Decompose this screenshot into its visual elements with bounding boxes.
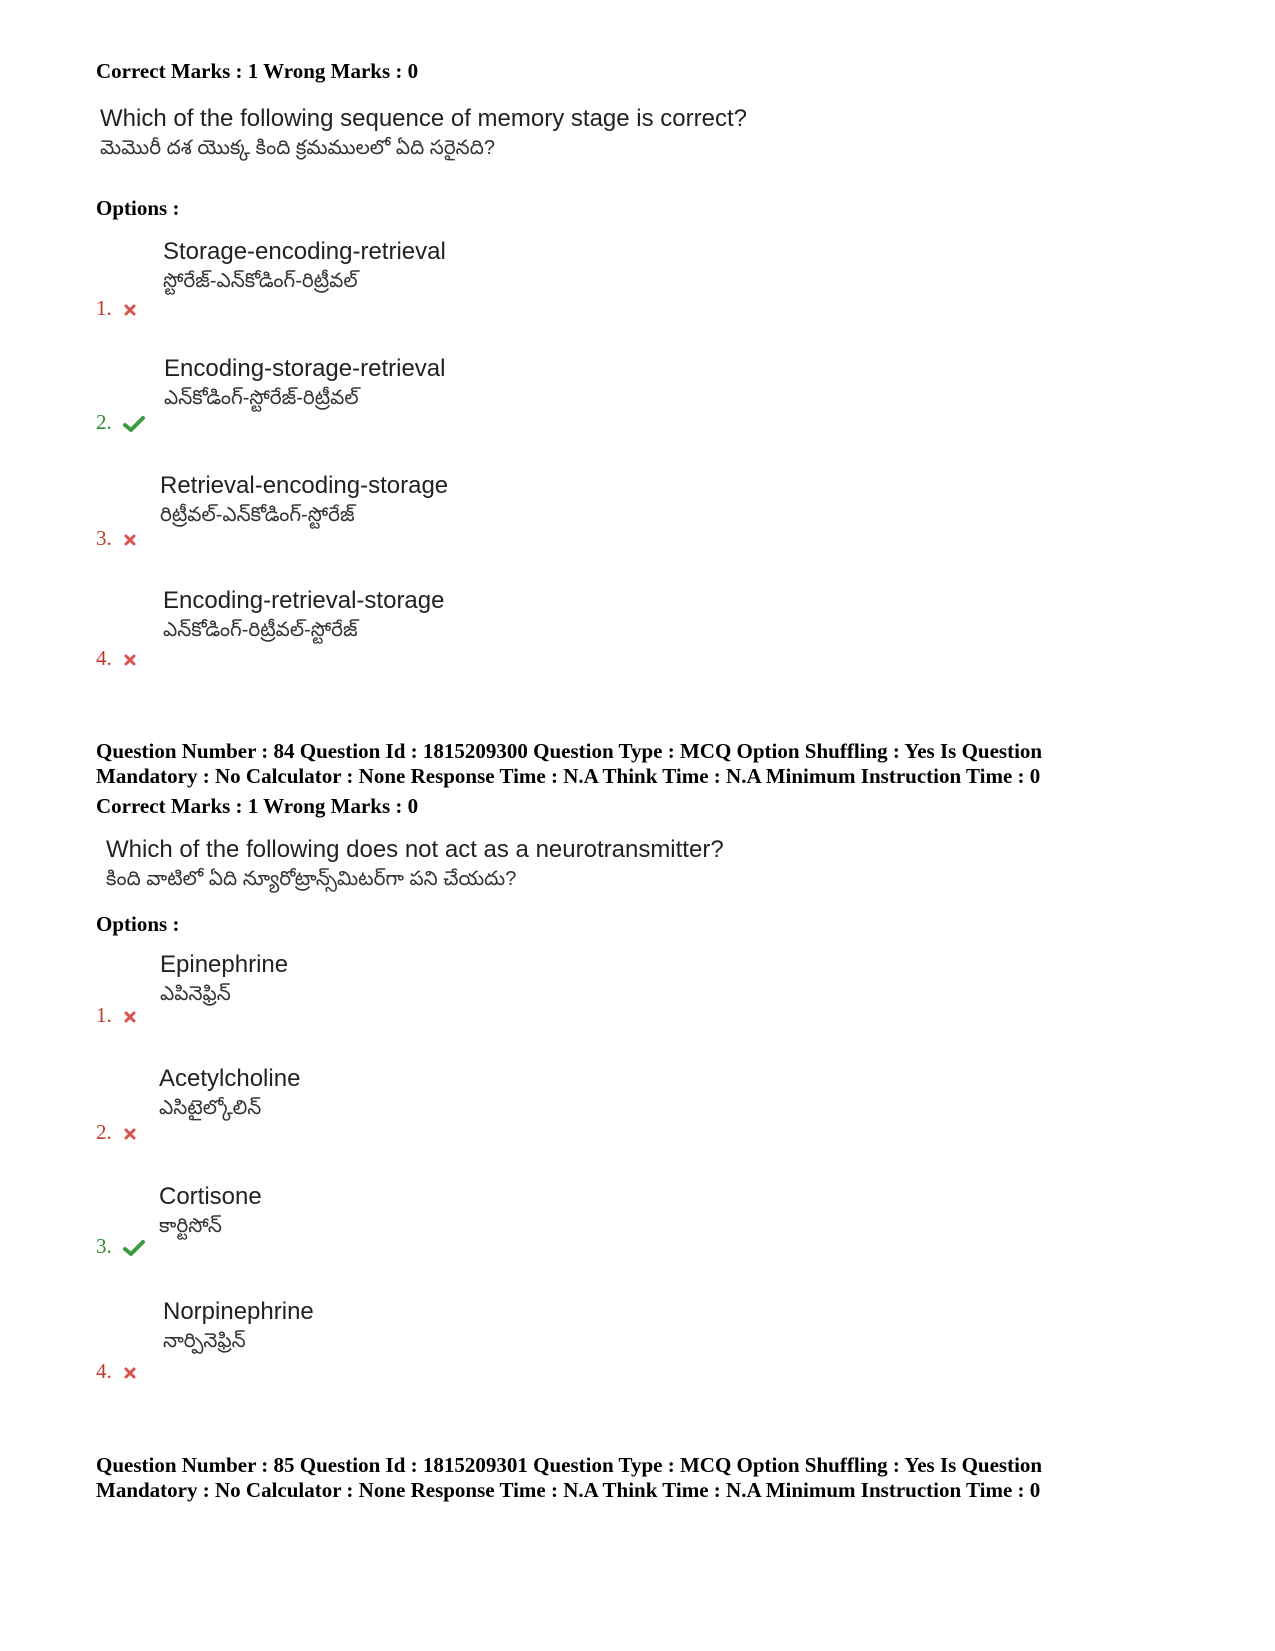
option-text-en: Retrieval-encoding-storage <box>160 472 449 499</box>
option-text-en: Cortisone <box>159 1183 262 1210</box>
option-text-te: ఎన్‌కోడింగ్-స్టోరేజ్-రిట్రీవల్ <box>164 387 359 409</box>
option-number: 3. <box>96 526 137 550</box>
question-header-line1: Question Number : 85 Question Id : 1815209301 Question Type : MCQ Option Shuffling : Yes Is Question <box>96 1453 1043 1477</box>
option-number: 2. <box>96 1120 137 1144</box>
option-number: 4. <box>96 1359 137 1383</box>
option-2 <box>164 354 445 412</box>
option-text-en: Encoding-storage-retrieval <box>164 355 446 382</box>
option-text-te: ఎసిటైల్కోలిన్ <box>159 1097 262 1119</box>
question-text-te: కింది వాటిలో ఏది న్యూరోట్రాన్స్‌మిటర్‌గా పని చేయదు? <box>106 868 517 890</box>
option-text-te: కార్టిసోన్ <box>159 1215 222 1237</box>
option-1 <box>160 950 288 1008</box>
marks-line: Correct Marks : 1 Wrong Marks : 0 <box>96 794 419 818</box>
question-stem <box>106 835 724 893</box>
options-label: Options : <box>96 912 180 936</box>
check-icon <box>123 1239 145 1257</box>
option-text-te: ఎన్‌కోడింగ్-రిట్రీవల్-స్టోరేజ్ <box>163 619 358 641</box>
options-label: Options : <box>96 196 180 220</box>
question-text-en: Which of the following sequence of memory stage is correct? <box>100 105 747 132</box>
cross-icon <box>123 533 137 547</box>
cross-icon <box>123 1127 137 1141</box>
cross-icon <box>123 1366 137 1380</box>
option-text-en: Acetylcholine <box>159 1065 301 1092</box>
option-number: 2. <box>96 410 145 434</box>
option-3 <box>160 471 448 529</box>
option-text-te: నార్పినెఫ్రిన్ <box>163 1330 246 1352</box>
option-2 <box>159 1064 300 1122</box>
option-1 <box>163 237 446 295</box>
check-icon <box>123 415 145 433</box>
question-header-line2: Mandatory : No Calculator : None Response Time : N.A Think Time : N.A Minimum Instruction Time : 0 <box>96 1478 1041 1502</box>
option-number: 1. <box>96 296 137 320</box>
option-number: 4. <box>96 646 137 670</box>
option-number: 3. <box>96 1234 145 1258</box>
option-4 <box>163 1297 314 1355</box>
option-number: 1. <box>96 1003 137 1027</box>
question-text-en: Which of the following does not act as a neurotransmitter? <box>106 836 724 863</box>
marks-line: Correct Marks : 1 Wrong Marks : 0 <box>96 59 419 83</box>
question-text-te: మెమొరీ దశ యొక్క కింది క్రమములలో ఏది సరైనది? <box>100 137 495 159</box>
option-text-en: Epinephrine <box>160 951 289 978</box>
option-3 <box>159 1182 262 1240</box>
option-text-en: Encoding-retrieval-storage <box>163 587 445 614</box>
question-stem <box>100 104 747 162</box>
cross-icon <box>123 303 137 317</box>
option-4 <box>163 586 444 644</box>
cross-icon <box>123 653 137 667</box>
option-text-en: Norpinephrine <box>163 1298 314 1325</box>
option-text-te: ఎపినెఫ్రిన్ <box>160 983 231 1005</box>
option-text-te: రిట్రీవల్-ఎన్‌కోడింగ్-స్టోరేజ్ <box>160 504 355 526</box>
option-text-en: Storage-encoding-retrieval <box>163 238 446 265</box>
option-text-te: స్టోరేజ్-ఎన్‌కోడింగ్-రిట్రీవల్ <box>163 270 358 292</box>
question-header-line1: Question Number : 84 Question Id : 1815209300 Question Type : MCQ Option Shuffling : Yes Is Question <box>96 739 1043 763</box>
cross-icon <box>123 1010 137 1024</box>
question-header-line2: Mandatory : No Calculator : None Response Time : N.A Think Time : N.A Minimum Instruction Time : 0 <box>96 764 1041 788</box>
